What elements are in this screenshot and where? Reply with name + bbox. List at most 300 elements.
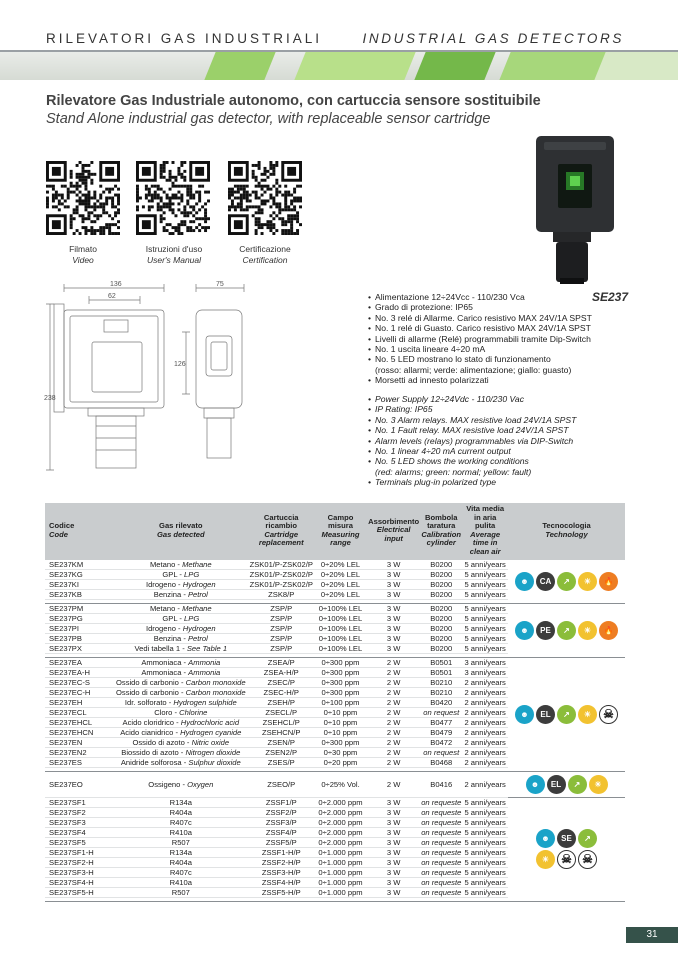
person-gas-icon: ☻ — [526, 775, 545, 794]
cell-input: 3 W — [367, 560, 420, 570]
cell-input: 2 W — [367, 677, 420, 687]
cell-cylinder: B0200 — [420, 560, 462, 570]
cell-cylinder: on requeste — [421, 827, 462, 837]
spec-item-continued: (red: alarms; green: normal; yellow: fault) — [375, 466, 532, 477]
cell-cartridge: ZSP/P — [249, 633, 314, 643]
sensor-type-badge: EL — [536, 705, 555, 724]
cell-code: SE237SF5 — [45, 837, 113, 847]
cell-life: 5 anni/years — [462, 827, 508, 837]
cell-range: 0÷100% LEL — [314, 643, 367, 653]
product-table — [45, 503, 625, 902]
cell-input: 2 W — [367, 707, 420, 717]
technology-icons — [508, 560, 625, 604]
cell-gas: R407c — [113, 817, 249, 827]
cell-gas: Idr. solforato - Hydrogen sulphide — [113, 697, 249, 707]
cell-range: 0÷2.000 ppm — [314, 807, 367, 817]
cell-input: 3 W — [367, 807, 420, 817]
cell-cartridge: ZSSF3-H/P — [249, 867, 314, 877]
cell-code: SE237SF4-H — [45, 877, 113, 887]
cell-code: SE237EC-S — [45, 677, 113, 687]
spec-item: • No. 3 relé di Allarme. Carico resistivo MAX 24V/1A SPST — [368, 313, 592, 323]
cell-cartridge: ZSSF3/P — [249, 817, 314, 827]
cell-cylinder: B0416 — [420, 771, 462, 797]
table-row — [45, 797, 625, 807]
table-row — [45, 657, 625, 667]
cell-gas: Ammoniaca - Ammonia — [113, 667, 249, 677]
temperature-icon: ☀ — [589, 775, 608, 794]
cell-input: 3 W — [367, 623, 420, 633]
cell-cartridge: ZSSF5/P — [249, 837, 314, 847]
cell-cartridge: ZSP/P — [249, 603, 314, 613]
cell-cylinder: B0501 — [420, 667, 462, 677]
cell-cartridge: ZSEO/P — [249, 771, 314, 797]
product-title-english: Stand Alone industrial gas detector, with replaceable sensor cartridge — [46, 111, 491, 127]
header-left-title: RILEVATORI GAS INDUSTRIALI — [46, 31, 323, 46]
cell-life: 5 anni/years — [462, 569, 508, 579]
cell-range: 0÷300 ppm — [314, 677, 367, 687]
cell-range: 0÷20% LEL — [314, 589, 367, 599]
cell-gas: Acido cianidrico - Hydrogen cyanide — [113, 727, 249, 737]
qr-caption-en: Video — [72, 255, 94, 265]
qr-caption-it: Certificazione — [239, 244, 291, 254]
cell-cartridge: ZSEN/P — [249, 737, 314, 747]
cell-cartridge: ZSEN2/P — [249, 747, 314, 757]
cell-cartridge: ZSK01/P-ZSK02/P — [249, 579, 313, 589]
cell-code: SE237SF4 — [45, 827, 113, 837]
cell-cylinder: B0477 — [420, 717, 462, 727]
cell-range: 0÷1.000 ppm — [314, 877, 367, 887]
cell-cartridge: ZSEC-H/P — [249, 687, 314, 697]
spec-item: • Alarm levels (relays) programmables via DIP-Switch — [368, 436, 576, 446]
spec-item: • No. 3 Alarm relays. MAX resistive load 24V/1A SPST — [368, 415, 576, 425]
cell-cylinder: on requeste — [421, 797, 462, 807]
cell-cartridge: ZSEHCN/P — [249, 727, 314, 737]
person-gas-icon: ☻ — [536, 829, 555, 848]
cell-cartridge: ZSSF1/P — [249, 797, 314, 807]
cell-cylinder: B0210 — [420, 677, 462, 687]
cell-code: SE237KM — [45, 560, 113, 570]
cell-gas: Ossido di carbonio - Carbon monoxide — [113, 677, 249, 687]
specs-italian — [368, 292, 592, 386]
cell-input: 3 W — [367, 643, 420, 653]
cell-gas: Ossido di azoto - Nitric oxide — [113, 737, 249, 747]
temperature-icon: ☀ — [578, 572, 597, 591]
cell-life: 5 anni/years — [462, 877, 508, 887]
cell-input: 2 W — [367, 657, 420, 667]
qr-caption-video — [33, 244, 133, 266]
cell-cylinder: B0420 — [420, 697, 462, 707]
cell-gas: Metano - Methane — [113, 560, 249, 570]
specs-english — [368, 394, 576, 488]
page-number: 31 — [626, 927, 678, 943]
cell-gas: R404a — [113, 857, 249, 867]
cell-range: 0÷2.000 ppm — [314, 797, 367, 807]
cell-range: 0÷300 ppm — [314, 657, 367, 667]
col-header-input: Assorbimento Electrical input — [367, 503, 420, 560]
cell-code: SE237EHCL — [45, 717, 113, 727]
cell-cartridge: ZSECL/P — [249, 707, 314, 717]
cell-cartridge: ZSP/P — [249, 613, 314, 623]
qr-caption-en: User's Manual — [146, 255, 202, 265]
cell-life: 3 anni/years — [462, 657, 508, 667]
cell-input: 2 W — [367, 747, 420, 757]
toxic-icon: ☠ — [599, 705, 618, 724]
cell-code: SE237PM — [45, 603, 113, 613]
spec-item: • Livelli di allarme (Relé) programmabili tramite Dip-Switch — [368, 334, 592, 344]
table-body — [45, 560, 625, 902]
col-header-gas: Gas rilevato Gas detected — [113, 503, 249, 560]
cell-cartridge: ZSP/P — [249, 643, 314, 653]
cell-code: SE237PB — [45, 633, 113, 643]
technology-icons — [508, 657, 625, 771]
cell-gas: R410a — [113, 827, 249, 837]
cell-range: 0÷1.000 ppm — [314, 867, 367, 877]
cell-cartridge: ZSSF4-H/P — [249, 877, 314, 887]
spec-item-continued: (rosso: allarmi; verde: alimentazione; giallo: guasto) — [375, 364, 572, 375]
cell-gas: R407c — [113, 867, 249, 877]
cell-cartridge: ZSK01/P-ZSK02/P — [249, 559, 313, 569]
cell-cylinder: B0200 — [420, 623, 462, 633]
temperature-icon: ☀ — [578, 705, 597, 724]
person-gas-icon: ☻ — [515, 621, 534, 640]
cell-input: 3 W — [367, 857, 420, 867]
cell-range: 0÷30 ppm — [314, 747, 367, 757]
cell-input: 3 W — [367, 877, 420, 887]
device-photo — [510, 118, 622, 288]
cell-life: 5 anni/years — [462, 857, 508, 867]
cell-life: 2 anni/years — [462, 707, 508, 717]
cell-cartridge: ZSSF2-H/P — [249, 857, 314, 867]
cell-cartridge: ZSEA-H/P — [249, 667, 314, 677]
cell-cartridge: ZSSF2/P — [249, 807, 314, 817]
cell-cylinder: B0479 — [420, 727, 462, 737]
cell-cartridge: ZSK01/P-ZSK02/P — [249, 569, 313, 579]
cell-range: 0÷20% LEL — [314, 579, 367, 589]
cell-life: 5 anni/years — [462, 837, 508, 847]
cell-cylinder: on requeste — [421, 877, 462, 887]
table-row — [45, 771, 625, 797]
cell-life: 2 anni/years — [462, 747, 508, 757]
cell-range: 0÷2.000 ppm — [314, 827, 367, 837]
cell-code: SE237EO — [45, 771, 113, 797]
cell-gas: Ossido di carbonio - Carbon monoxide — [113, 687, 249, 697]
cell-input: 3 W — [367, 837, 420, 847]
qr-code-manual-icon[interactable] — [136, 161, 210, 235]
cell-range: 0÷20% LEL — [314, 560, 367, 570]
cell-life: 2 anni/years — [462, 697, 508, 707]
cell-range: 0÷300 ppm — [314, 687, 367, 697]
cell-input: 2 W — [367, 737, 420, 747]
technology-icons — [508, 771, 625, 797]
cell-range: 0÷20 ppm — [314, 757, 367, 767]
cell-input: 3 W — [367, 817, 420, 827]
qr-caption-manual — [124, 244, 224, 266]
cell-life: 2 anni/years — [462, 677, 508, 687]
spec-item: • Morsetti ad innesto polarizzati — [368, 375, 592, 385]
cell-life: 2 anni/years — [462, 727, 508, 737]
cell-life: 2 anni/years — [462, 757, 508, 767]
cell-cartridge: ZSEA/P — [249, 657, 314, 667]
cell-range: 0÷10 ppm — [314, 717, 367, 727]
col-header-cartridge: Cartuccia ricambio Cartridge replacement — [249, 503, 314, 560]
temperature-icon: ☀ — [536, 850, 555, 869]
person-gas-icon: ☻ — [515, 572, 534, 591]
cell-gas: Ammoniaca - Ammonia — [113, 657, 249, 667]
cell-gas: Idrogeno - Hydrogen — [113, 579, 249, 589]
qr-caption-en: Certification — [242, 255, 288, 265]
cell-code: SE237PI — [45, 623, 113, 633]
cell-cylinder: B0501 — [420, 657, 462, 667]
cell-range: 0÷2.000 ppm — [314, 837, 367, 847]
cell-code: SE237EH — [45, 697, 113, 707]
spec-item: • No. 5 LED mostrano lo stato di funzionamento — [368, 354, 592, 364]
cell-range: 0÷100% LEL — [314, 613, 367, 623]
sensor-type-badge: CA — [536, 572, 555, 591]
cell-cylinder: on requeste — [421, 857, 462, 867]
cell-cylinder: B0200 — [420, 613, 462, 623]
cell-life: 2 anni/years — [462, 771, 508, 797]
spec-item: • IP Rating: IP65 — [368, 404, 576, 414]
col-header-technology: Tecnocologia Technology — [508, 503, 625, 560]
cell-life: 5 anni/years — [462, 887, 508, 897]
cell-life: 5 anni/years — [462, 867, 508, 877]
toxic-icon: ☠ — [578, 850, 597, 869]
cell-code: SE237SF1 — [45, 797, 113, 807]
cell-cylinder: on requeste — [421, 807, 462, 817]
cell-code: SE237KB — [45, 589, 113, 599]
flame-icon: 🔥 — [599, 621, 618, 640]
cell-range: 0÷100% LEL — [314, 623, 367, 633]
cell-range: 0÷1.000 ppm — [314, 857, 367, 867]
dim-depth: 75 — [216, 281, 224, 288]
cell-life: 5 anni/years — [462, 817, 508, 827]
cell-cylinder: on requeste — [421, 867, 462, 877]
cell-cylinder: B0468 — [420, 757, 462, 767]
cell-cylinder: B0200 — [420, 589, 462, 599]
cell-input: 3 W — [367, 827, 420, 837]
cell-life: 2 anni/years — [462, 717, 508, 727]
table-row — [45, 603, 625, 613]
cell-cylinder: B0210 — [420, 687, 462, 697]
cell-cartridge: ZSK8/P — [249, 589, 314, 599]
spec-item: • No. 1 uscita lineare 4÷20 mA — [368, 344, 592, 354]
cell-range: 0÷100% LEL — [314, 603, 367, 613]
wall-mount-icon: ↗ — [557, 621, 576, 640]
cell-range: 0÷100% LEL — [314, 633, 367, 643]
cell-gas: GPL - LPG — [113, 613, 249, 623]
cell-cylinder: B0200 — [420, 633, 462, 643]
cell-gas: R404a — [113, 807, 249, 817]
cell-life: 5 anni/years — [462, 643, 508, 653]
wall-mount-icon: ↗ — [557, 572, 576, 591]
cell-gas: Benzina - Petrol — [113, 633, 249, 643]
cell-cylinder: B0472 — [420, 737, 462, 747]
cell-gas: R507 — [113, 887, 249, 897]
spec-item: • No. 1 relé di Guasto. Carico resistivo MAX 24V/1A SPST — [368, 323, 592, 333]
cell-code: SE237SF2-H — [45, 857, 113, 867]
table-row — [45, 560, 625, 570]
spec-item: • Grado di protezione: IP65 — [368, 302, 592, 312]
cell-gas: GPL - LPG — [113, 569, 249, 579]
cell-range: 0÷2.000 ppm — [314, 817, 367, 827]
cell-code: SE237EA-H — [45, 667, 113, 677]
cell-input: 3 W — [367, 613, 420, 623]
col-header-life: Vita media in aria pulita Average time in clean air — [462, 503, 508, 560]
cell-life: 5 anni/years — [462, 623, 508, 633]
cell-cartridge: ZSEHCL/P — [249, 717, 314, 727]
dimension-drawing — [44, 276, 260, 494]
cell-cylinder: on requeste — [421, 847, 462, 857]
spec-item: • No. 5 LED shows the working conditions — [368, 456, 576, 466]
cell-range: 0÷300 ppm — [314, 667, 367, 677]
wall-mount-icon: ↗ — [578, 829, 597, 848]
temperature-icon: ☀ — [578, 621, 597, 640]
flame-icon: 🔥 — [599, 572, 618, 591]
header-right-title: INDUSTRIAL GAS DETECTORS — [362, 31, 624, 46]
dim-height-total: 238 — [44, 395, 56, 402]
cell-input: 2 W — [367, 697, 420, 707]
cell-cartridge: ZSEH/P — [249, 697, 314, 707]
cell-input: 3 W — [367, 847, 420, 857]
cell-input: 2 W — [367, 717, 420, 727]
technology-icons — [508, 797, 625, 901]
cell-cylinder: on requeste — [421, 817, 462, 827]
toxic-icon: ☠ — [557, 850, 576, 869]
model-label: SE237 — [592, 290, 629, 304]
cell-gas: Idrogeno - Hydrogen — [113, 623, 249, 633]
spec-item: • No. 1 linear 4÷20 mA current output — [368, 446, 576, 456]
cell-cylinder: B0200 — [420, 569, 462, 579]
dim-height-body: 126 — [174, 361, 186, 368]
cell-gas: Vedi tabella 1 - See Table 1 — [113, 643, 249, 653]
cell-range: 0÷1.000 ppm — [314, 887, 367, 897]
cell-gas: Anidride solforosa - Sulphur dioxide — [113, 757, 249, 767]
cell-range: 0÷25% Vol. — [314, 771, 367, 797]
person-gas-icon: ☻ — [515, 705, 534, 724]
cell-life: 5 anni/years — [462, 633, 508, 643]
cell-gas: Benzina - Petrol — [113, 589, 249, 599]
cell-life: 5 anni/years — [462, 797, 508, 807]
cell-life: 5 anni/years — [462, 807, 508, 817]
cell-input: 3 W — [367, 887, 420, 897]
cell-cylinder: on request — [420, 747, 462, 757]
cell-input: 2 W — [367, 687, 420, 697]
qr-code-video-icon[interactable] — [46, 161, 120, 235]
cell-life: 5 anni/years — [462, 603, 508, 613]
cell-input: 3 W — [367, 633, 420, 643]
cell-cartridge: ZSEC/P — [249, 677, 314, 687]
sensor-type-badge: PE — [536, 621, 555, 640]
cell-range: 0÷100 ppm — [314, 697, 367, 707]
cell-code: SE237SF1-H — [45, 847, 113, 857]
cell-gas: Acido cloridrico - Hydrochloric acid — [113, 717, 249, 727]
cell-cartridge: ZSSF5-H/P — [249, 887, 314, 897]
cell-cartridge: ZSP/P — [249, 623, 314, 633]
spec-item: • Power Supply 12÷24Vdc - 110/230 Vac — [368, 394, 576, 404]
dim-inner: 62 — [108, 293, 116, 300]
cell-gas: Metano - Methane — [113, 603, 249, 613]
cell-range: 0÷10 ppm — [314, 727, 367, 737]
qr-caption-it: Filmato — [69, 244, 97, 254]
cell-input: 3 W — [367, 569, 420, 579]
cell-life: 5 anni/years — [462, 613, 508, 623]
cell-cylinder: B0200 — [420, 603, 462, 613]
cell-gas: Ossigeno - Oxygen — [113, 771, 249, 797]
cell-gas: R134a — [113, 847, 249, 857]
cell-input: 2 W — [367, 757, 420, 767]
spec-item: • No. 1 Fault relay. MAX resistive load 24V/1A SPST — [368, 425, 576, 435]
cell-code: SE237SF5-H — [45, 887, 113, 897]
cell-code: SE237KG — [45, 569, 113, 579]
cell-gas: Cloro - Chlorine — [113, 707, 249, 717]
cell-code: SE237KI — [45, 579, 113, 589]
cell-input: 2 W — [367, 771, 420, 797]
cell-life: 5 anni/years — [462, 560, 508, 570]
cell-cylinder: on requeste — [421, 887, 462, 897]
cell-gas: R507 — [113, 837, 249, 847]
cell-code: SE237ES — [45, 757, 113, 767]
cell-code: SE237SF2 — [45, 807, 113, 817]
cell-input: 3 W — [367, 797, 420, 807]
technology-icons — [508, 603, 625, 657]
cell-input: 3 W — [367, 867, 420, 877]
sensor-type-badge: SE — [557, 829, 576, 848]
cell-cartridge: ZSSF1-H/P — [249, 847, 314, 857]
cell-code: SE237PX — [45, 643, 113, 653]
cell-code: SE237ECL — [45, 707, 113, 717]
wall-mount-icon: ↗ — [568, 775, 587, 794]
cell-gas: Biossido di azoto - Nitrogen dioxide — [113, 747, 249, 757]
cell-range: 0÷20% LEL — [314, 569, 367, 579]
cell-input: 3 W — [367, 589, 420, 599]
qr-caption-certification — [215, 244, 315, 266]
dim-width: 136 — [110, 281, 122, 288]
cell-code: SE237EN2 — [45, 747, 113, 757]
cell-cartridge: ZSSF4/P — [249, 827, 314, 837]
cell-life: 2 anni/years — [462, 687, 508, 697]
product-title-italian: Rilevatore Gas Industriale autonomo, con cartuccia sensore sostituibile — [46, 93, 541, 109]
cell-life: 5 anni/years — [462, 847, 508, 857]
cell-cylinder: on requeste — [421, 837, 462, 847]
wall-mount-icon: ↗ — [557, 705, 576, 724]
cell-gas: R410a — [113, 877, 249, 887]
cell-range: 0÷1.000 ppm — [314, 847, 367, 857]
cell-code: SE237EN — [45, 737, 113, 747]
cell-life: 5 anni/years — [462, 579, 508, 589]
cell-cylinder: B0200 — [420, 579, 462, 589]
col-header-code: Codice Code — [45, 503, 113, 560]
cell-code: SE237EC-H — [45, 687, 113, 697]
spec-item: • Alimentazione 12÷24Vcc - 110/230 Vca — [368, 292, 592, 302]
spec-item: • Terminals plug-in polarized type — [368, 477, 576, 487]
col-header-cylinder: Bombola taratura Calibration cylinder — [420, 503, 462, 560]
qr-code-certification-icon[interactable] — [228, 161, 302, 235]
cell-cartridge: ZSES/P — [249, 757, 314, 767]
qr-caption-it: Istruzioni d'uso — [145, 244, 203, 254]
cell-code: SE237EHCN — [45, 727, 113, 737]
sensor-type-badge: EL — [547, 775, 566, 794]
cell-life: 3 anni/years — [462, 667, 508, 677]
cell-cylinder: on request — [420, 707, 462, 717]
cell-range: 0÷300 ppm — [314, 737, 367, 747]
cell-code: SE237SF3-H — [45, 867, 113, 877]
cell-range: 0÷10 ppm — [314, 707, 367, 717]
cell-cylinder: B0200 — [420, 643, 462, 653]
col-header-range: Campo misura Measuring range — [314, 503, 367, 560]
header-band — [0, 52, 678, 80]
table-header-row — [45, 503, 625, 560]
cell-gas: R134a — [113, 797, 249, 807]
